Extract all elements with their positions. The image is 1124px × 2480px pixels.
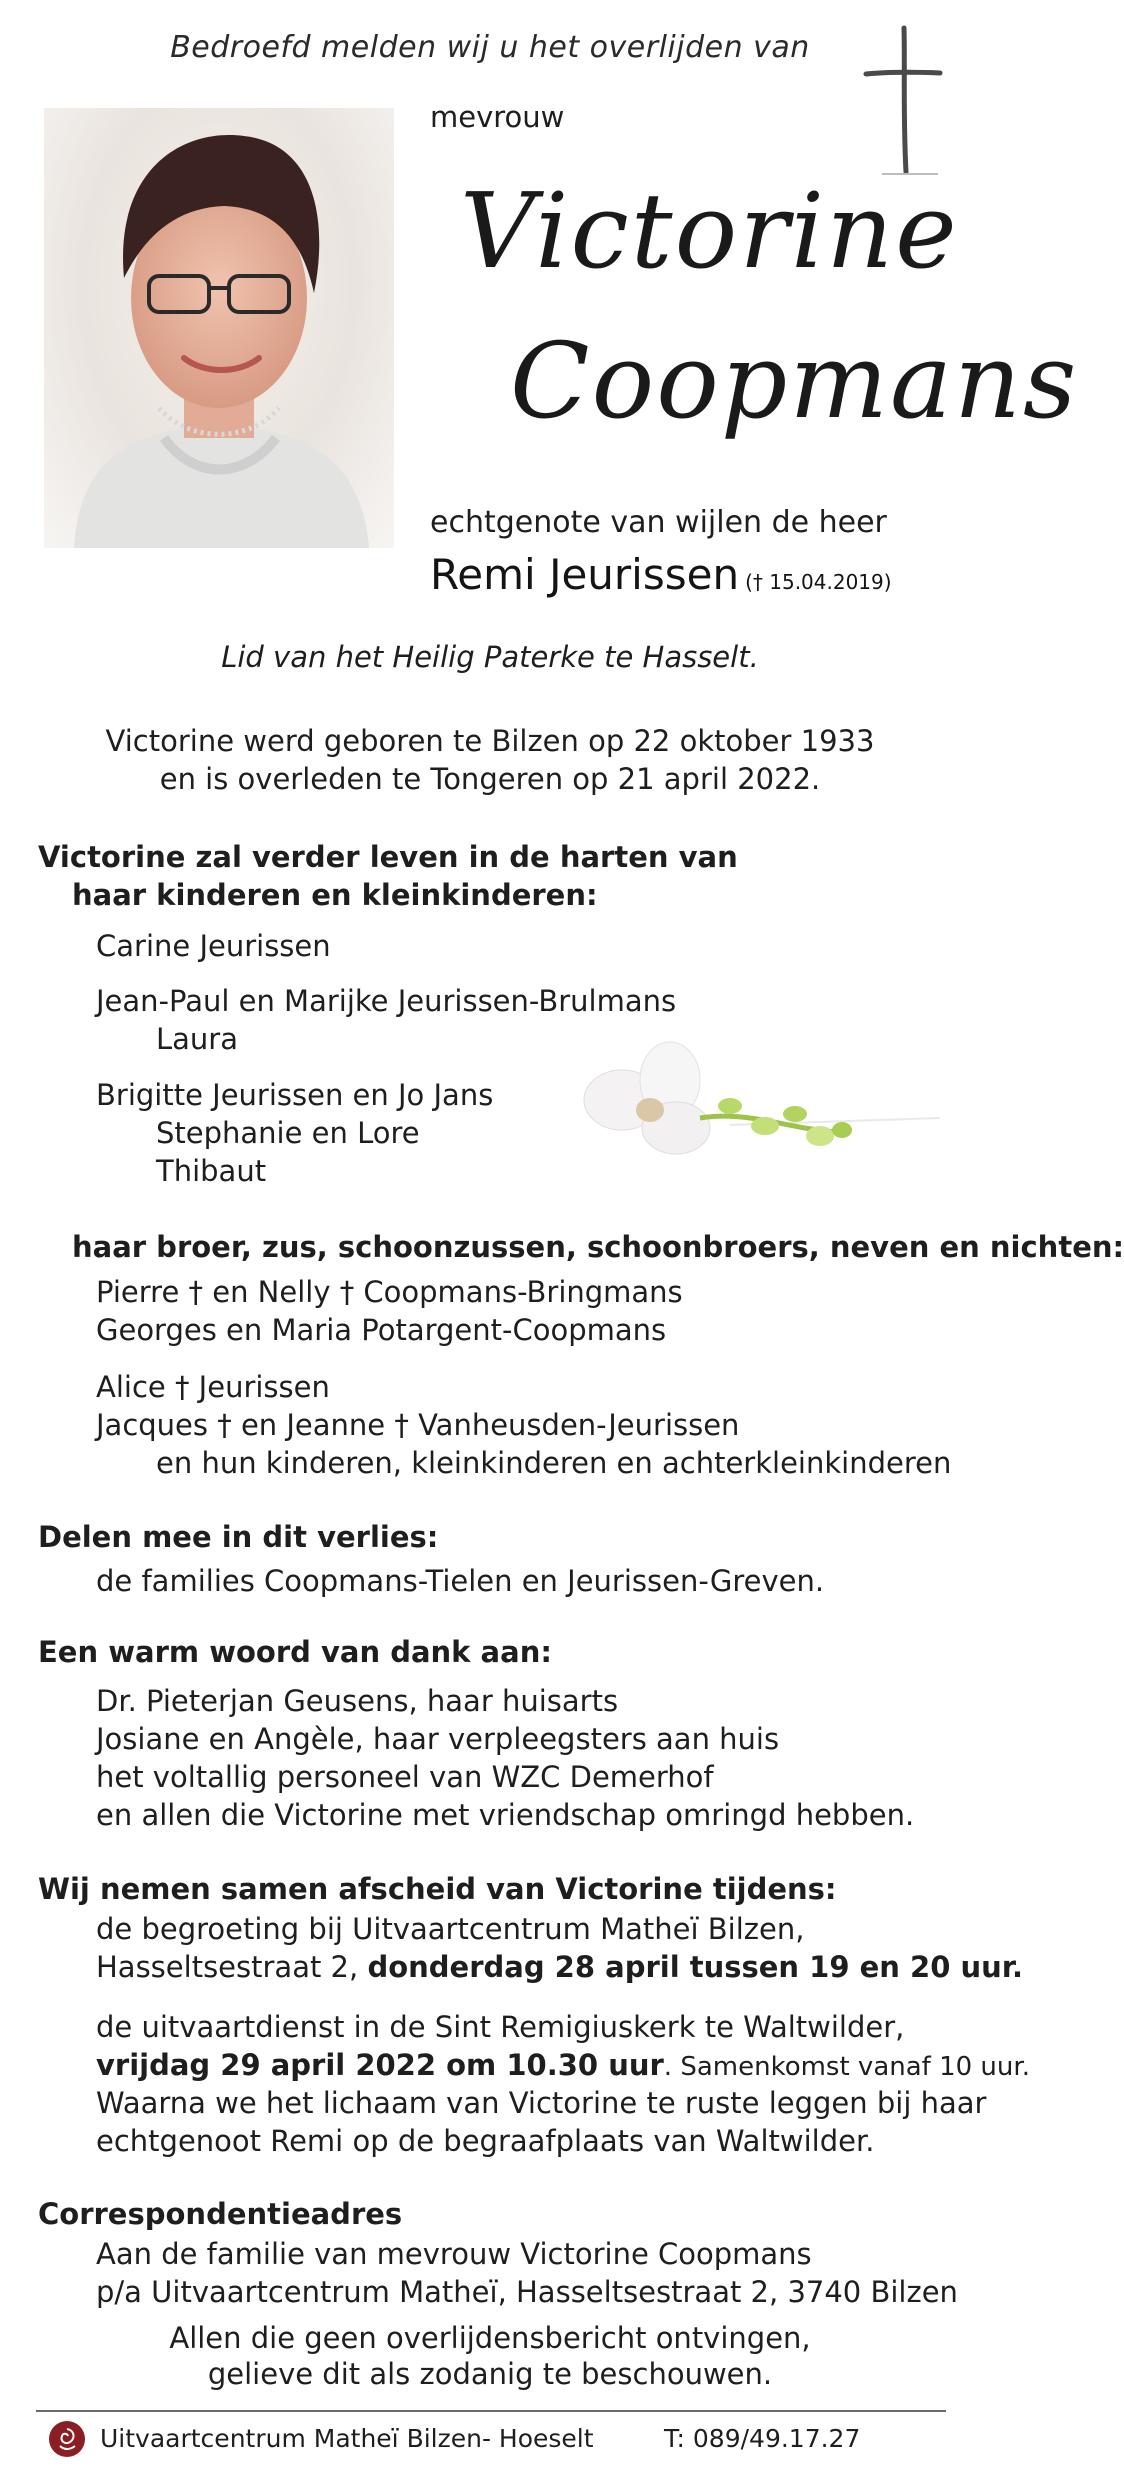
correspondence-line-1: Aan de familie van mevrouw Victorine Coopmans <box>96 2237 812 2271</box>
died-line: en is overleden te Tongeren op 21 april 2022. <box>159 762 821 796</box>
farewell-viewing-time: donderdag 28 april tussen 19 en 20 uur. <box>367 1950 1023 1984</box>
sibling-4: Jacques † en Jeanne † Vanheusden-Jeurissen <box>96 1408 740 1442</box>
spouse-name-line <box>430 550 892 599</box>
deceased-last-name: Coopmans <box>510 320 1079 442</box>
child-2: Jean-Paul en Marijke Jeurissen-Brulmans <box>96 984 677 1018</box>
farewell-line-2 <box>96 1948 1023 1986</box>
thanks-line-1: Dr. Pieterjan Geusens, haar huisarts <box>96 1684 619 1718</box>
family-heading-2: haar kinderen en kleinkinderen: <box>72 878 598 912</box>
salutation: mevrouw <box>430 100 565 134</box>
grandchild-3a: Stephanie en Lore <box>156 1116 420 1150</box>
sibling-2: Georges en Maria Potargent-Coopmans <box>96 1313 667 1347</box>
farewell-line-5: Waarna we het lichaam van Victorine te ruste leggen bij haar <box>96 2086 987 2120</box>
farewell-line-3: de uitvaartdienst in de Sint Remigiuskerk te Waltwilder, <box>96 2010 905 2044</box>
notice-note-1: Allen die geen overlijdensbericht ontvingen, <box>169 2321 811 2355</box>
farewell-address: Hasseltsestraat 2, <box>96 1950 368 1984</box>
footer-funeral-home: Uitvaartcentrum Matheï Bilzen- Hoeselt <box>100 2424 594 2453</box>
share-heading: Delen mee in dit verlies: <box>38 1520 439 1554</box>
siblings-heading: haar broer, zus, schoonzussen, schoonbroers, neven en nichten: <box>72 1230 1124 1264</box>
intro-text: Bedroefd melden wij u het overlijden van <box>170 30 810 65</box>
correspondence-heading: Correspondentieadres <box>38 2197 403 2231</box>
orchid-flower-icon <box>580 1040 940 1170</box>
footer-divider <box>36 2410 946 2412</box>
birth-death-statement <box>0 722 980 798</box>
child-3: Brigitte Jeurissen en Jo Jans <box>96 1078 494 1112</box>
notice-note-2: gelieve dit als zodanig te beschouwen. <box>207 2357 773 2391</box>
grandchild-2: Laura <box>156 1022 239 1056</box>
farewell-heading: Wij nemen samen afscheid van Victorine tijdens: <box>38 1872 837 1906</box>
spouse-name: Remi Jeurissen <box>430 550 740 599</box>
farewell-gathering: . Samenkomst vanaf 10 uur. <box>663 2052 1030 2082</box>
child-1: Carine Jeurissen <box>96 929 331 963</box>
membership-text: Lid van het Heilig Paterke te Hasselt. <box>221 640 759 674</box>
thanks-line-2: Josiane en Angèle, haar verpleegsters aan huis <box>96 1722 780 1756</box>
born-line: Victorine werd geboren te Bilzen op 22 oktober 1933 <box>105 724 875 758</box>
farewell-service-time: vrijdag 29 april 2022 om 10.30 uur <box>96 2048 664 2082</box>
rose-logo-icon <box>48 2420 86 2458</box>
sibling-3: Alice † Jeurissen <box>96 1370 330 1404</box>
spouse-intro: echtgenote van wijlen de heer <box>430 505 887 540</box>
spouse-death-date: († 15.04.2019) <box>745 570 892 594</box>
thanks-heading: Een warm woord van dank aan: <box>38 1635 552 1669</box>
grandchild-3b: Thibaut <box>156 1154 267 1188</box>
farewell-line-6: echtgenoot Remi op de begraafplaats van Waltwilder. <box>96 2124 875 2158</box>
footer-phone: T: 089/49.17.27 <box>664 2424 861 2453</box>
portrait-photo <box>44 108 394 548</box>
share-text: de families Coopmans-Tielen en Jeurissen-Greven. <box>96 1564 825 1598</box>
sibling-5: en hun kinderen, kleinkinderen en achterkleinkinderen <box>156 1446 952 1480</box>
sibling-1: Pierre † en Nelly † Coopmans-Bringmans <box>96 1275 683 1309</box>
thanks-line-4: en allen die Victorine met vriendschap omringd hebben. <box>96 1798 915 1832</box>
thanks-line-3: het voltallig personeel van WZC Demerhof <box>96 1760 714 1794</box>
cross-icon <box>862 26 942 176</box>
farewell-line-4 <box>96 2046 1030 2086</box>
farewell-line-1: de begroeting bij Uitvaartcentrum Matheï Bilzen, <box>96 1912 805 1946</box>
deceased-first-name: Victorine <box>460 170 959 292</box>
correspondence-line-2: p/a Uitvaartcentrum Matheï, Hasseltsestraat 2, 3740 Bilzen <box>96 2275 958 2309</box>
family-heading-1: Victorine zal verder leven in de harten van <box>38 840 738 874</box>
